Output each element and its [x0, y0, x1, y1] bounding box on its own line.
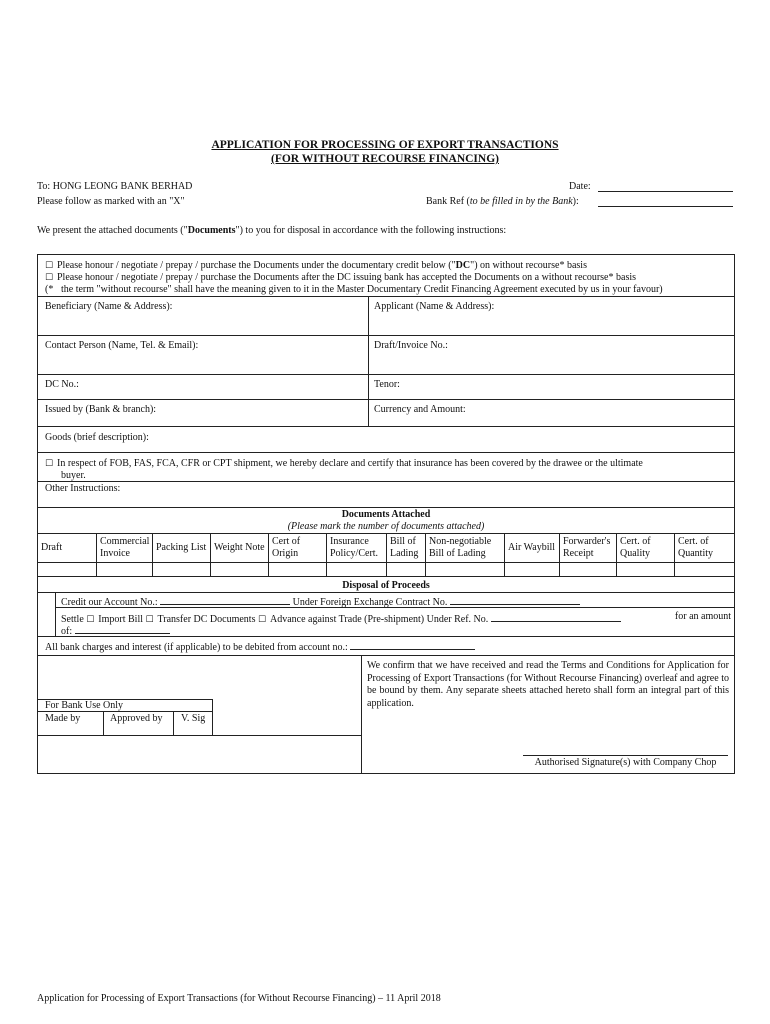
document-column-label: Commercial [100, 536, 150, 547]
document-column-header [37, 535, 96, 561]
document-count-cell[interactable] [560, 563, 615, 575]
checkbox-icon[interactable]: ☐ [257, 615, 267, 625]
bank-ref-label: Bank Ref (to be filled in by the Bank): [426, 196, 579, 207]
charges-account-field[interactable] [350, 639, 475, 650]
made-by-label: Made by [45, 713, 81, 724]
v-sig-label: V. Sig [181, 713, 206, 724]
option-after-acceptance[interactable]: ☐ Please honour / negotiate / prepay / purchase the Documents after the DC issuing bank has accepted the Documents on a without recourse* basis [45, 272, 636, 283]
document-column-label: Quality [620, 548, 650, 559]
document-column-header [326, 535, 386, 561]
footer-text: Application for Processing of Export Transactions (for Without Recourse Financing) – 11 April 2018 [37, 993, 441, 1004]
document-column-label: Policy/Cert. [330, 548, 379, 559]
draft-invoice-label: Draft/Invoice No.: [374, 340, 448, 351]
document-column-label: Lading [390, 548, 419, 559]
documents-attached-subheading: (Please mark the number of documents attached) [287, 521, 485, 532]
document-count-cell[interactable] [327, 563, 385, 575]
amount-field[interactable] [75, 623, 170, 634]
checkbox-icon[interactable]: ☐ [86, 615, 95, 625]
document-count-cell[interactable] [617, 563, 673, 575]
document-column-header [96, 535, 152, 561]
document-count-cell[interactable] [97, 563, 151, 575]
document-column-label: Air Waybill [508, 542, 556, 553]
issued-by-label: Issued by (Bank & branch): [45, 404, 157, 415]
approved-by-label: Approved by [110, 713, 163, 724]
currency-amount-label: Currency and Amount: [374, 404, 466, 415]
signature-line [523, 755, 728, 756]
recourse-footnote: (* the term "without recourse" shall have the meaning given to it in the Master Documentary Credit Financing Agreement executed by us in your favour) [45, 284, 663, 295]
amount-row: of: [61, 623, 170, 638]
charges-row: All bank charges and interest (if applicable) to be debited from account no.: [45, 639, 475, 654]
checkbox-icon[interactable]: ☐ [45, 261, 54, 271]
document-column-label: Insurance [330, 536, 369, 547]
document-count-cell[interactable] [269, 563, 325, 575]
document-column-label: Non-negotiable [429, 536, 492, 547]
checkbox-icon[interactable]: ☐ [145, 615, 154, 625]
settle-row: Settle ☐ Import Bill ☐ Transfer DC Documents ☐ Advance against Trade (Pre-shipment) Under Ref. No. for an amount [61, 611, 731, 625]
document-count-cell[interactable] [387, 563, 424, 575]
document-column-label: Packing List [156, 542, 207, 553]
document-column-label: Forwarder's [563, 536, 611, 547]
document-column-header [268, 535, 326, 561]
credit-account-row: Credit our Account No.: Under Foreign Exchange Contract No. [61, 594, 580, 609]
document-column-header [504, 535, 559, 561]
document-count-cell[interactable] [426, 563, 503, 575]
documents-attached-heading: Documents Attached [341, 509, 431, 520]
document-column-label: Cert. of [620, 536, 651, 547]
document-column-label: Origin [272, 548, 299, 559]
confirmation-text: We confirm that we have received and read the Terms and Conditions for Application for Processing of Export Transactions (for Without Recourse Financing) overleaf and agree to be bound by them. Any separate sheets attached hereto shall form an integral part of this application. [367, 660, 729, 709]
document-column-header [386, 535, 425, 561]
document-column-label: Invoice [100, 548, 130, 559]
credit-account-field[interactable] [160, 594, 290, 605]
document-column-label: Quantity [678, 548, 713, 559]
insurance-declaration-cont: buyer. [61, 470, 86, 481]
document-column-header [152, 535, 210, 561]
addressee: To: HONG LEONG BANK BERHAD [37, 181, 193, 192]
bank-ref-field[interactable] [598, 196, 733, 210]
date-field[interactable] [598, 181, 733, 195]
checkbox-icon[interactable]: ☐ [45, 459, 54, 469]
fx-contract-field[interactable] [450, 594, 580, 605]
document-column-header [425, 535, 504, 561]
document-count-cell[interactable] [505, 563, 558, 575]
document-count-cell[interactable] [38, 563, 95, 575]
document-column-header [616, 535, 674, 561]
applicant-label: Applicant (Name & Address): [374, 301, 495, 312]
marking-instruction: Please follow as marked with an "X" [37, 196, 185, 207]
pre-shipment-ref-field[interactable] [491, 611, 621, 622]
form-title: APPLICATION FOR PROCESSING OF EXPORT TRANSACTIONS [211, 139, 559, 151]
goods-label: Goods (brief description): [45, 432, 149, 443]
document-count-cell[interactable] [153, 563, 209, 575]
document-count-cell[interactable] [675, 563, 734, 575]
document-column-header [674, 535, 735, 561]
beneficiary-label: Beneficiary (Name & Address): [45, 301, 173, 312]
signature-label: Authorised Signature(s) with Company Chop [534, 757, 717, 768]
insurance-declaration[interactable]: ☐ In respect of FOB, FAS, FCA, CFR or CPT shipment, we hereby declare and certify that insurance has been covered by the drawee or the ultimate [45, 458, 643, 469]
date-label: Date: [569, 181, 591, 192]
dc-no-label: DC No.: [45, 379, 79, 390]
contact-person-label: Contact Person (Name, Tel. & Email): [45, 340, 199, 351]
document-column-label: Receipt [563, 548, 594, 559]
document-column-label: Weight Note [214, 542, 265, 553]
document-column-label: Bill of [390, 536, 416, 547]
document-count-cell[interactable] [211, 563, 267, 575]
tenor-label: Tenor: [374, 379, 400, 390]
document-column-header [559, 535, 616, 561]
document-column-label: Cert. of [678, 536, 709, 547]
bank-use-title: For Bank Use Only [45, 700, 124, 711]
disposal-heading: Disposal of Proceeds [342, 580, 430, 591]
intro-text: We present the attached documents ("Documents") to you for disposal in accordance with the following instructions: [37, 225, 507, 236]
checkbox-icon[interactable]: ☐ [45, 273, 54, 283]
document-column-label: Cert of [272, 536, 301, 547]
other-instructions-label: Other Instructions: [45, 483, 121, 494]
document-column-label: Bill of Lading [429, 548, 486, 559]
option-dc-without-recourse[interactable]: ☐ Please honour / negotiate / prepay / purchase the Documents under the documentary credit below ("DC") on without recourse* basis [45, 260, 587, 271]
form-subtitle: (FOR WITHOUT RECOURSE FINANCING) [270, 153, 499, 165]
document-column-label: Draft [41, 542, 63, 553]
document-column-header [210, 535, 268, 561]
